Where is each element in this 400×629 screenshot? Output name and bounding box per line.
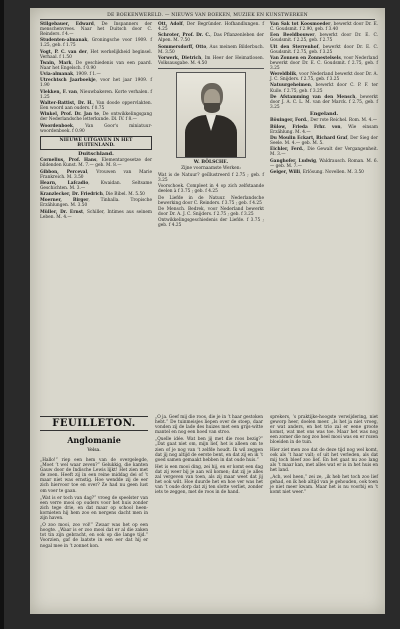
work-entry: De Mensch. Bedrek, voor Nederland bewerkt door Dr. A. J. C. Snijders. f 2.75 ; geb. f 3.25 — [158, 206, 264, 217]
book-entry: Vogt, P. C. van der, Het werkelijkheid beginsel. Verhaal. f 1.50 — [40, 49, 152, 60]
book-list — [158, 22, 264, 66]
book-description: Tinhalla. Tropische Erzählungen. M. 3.50 — [40, 198, 153, 209]
author-name: De Afstamming van den Mensch — [270, 94, 356, 100]
story-paragraph: „Quelle idée. Wat ben jij met die roos bezig?” „Dat gaat niet om, mijn lief, het is alleen om te zien of je nog van ’t zelfde houdt. Ik wil zeggen dat jij nog altijd de eerste bent, en dat zij en ik ’t goed samen gemaakt hebben in dat oude huis.” — [155, 437, 263, 463]
book-description: Aus meinem Bilderbuch. M. 3.50 — [158, 44, 265, 55]
book-description: voor Nederland bewerkt door Dr. E. C. Goudsmit. f 2.75, geb. f 3.25 — [270, 55, 378, 71]
book-description: De geschiedenis van een paard. Naar het Engelsch. f 0.90 — [40, 60, 152, 71]
book-entry: Kranzlecker, Dr. Friedrich, Die Bibel. M. 5.50 — [40, 192, 145, 198]
book-entry: Ganghofer, Ludwig, Waldrausch. Roman. M. 6.— geb. M. 7.— — [270, 158, 378, 169]
book-description: bewerkt door Dr. E. C. Goudsmit. f 2.75, geb. f 3.25 — [270, 44, 378, 55]
book-description: voor Nederland bewerkt door Dr. A. J. C. Snijders. f 2.75, geb. f 3.25 — [270, 72, 378, 83]
book-description: Van doode oppervlakten. Een woord aan ouders. f 0.75 — [40, 100, 153, 112]
book-description: Der Sieg der Seele. M. 4.— geb. M. 5. — [270, 135, 379, 146]
author-name: Vogt, P. C. van der — [40, 49, 87, 55]
author-name: Woordenboek — [40, 123, 73, 129]
column-2 — [158, 22, 264, 229]
page-header: DE BOEKENWERELD. — NIEUWS VAN BOEKEN, MUZIEK EN KUNSTWERKEN — [40, 13, 375, 20]
author-name: Moerner, Birger — [40, 198, 89, 204]
book-description: Wie einsam Erzählung. M. 4.— — [270, 124, 378, 135]
author-name: Van Zonnen en Zonnestelsels — [270, 55, 341, 61]
book-list — [40, 22, 152, 134]
page-edge — [0, 0, 4, 629]
story-paragraph: „O ja. Geef mij die roos, die je in ’t haar gestoken hebt.” De tuinmeisjes liepen over de stoep, daar vonden zij de lade des huizes met een grijs-witte mantel en nog een hoed van stroo. — [155, 415, 263, 436]
author-name: Uit den Sterrenhof — [270, 44, 319, 50]
author-name: Studenten-almanak — [40, 38, 88, 44]
book-entry: Natuurgeheimen, bewerkt door C. P. F. ter Kuile. f 2.75, geb. f 3.25 — [270, 83, 378, 94]
book-description: bewerkt door C. P. F. ter Kuile. f 2.75, geb. f 3.25 — [270, 83, 378, 94]
author-name: Wereldblik — [270, 72, 297, 78]
book-entry: Vlekken, F. van, Nieuwbakeren. Korte verhalen. f 1.25 — [40, 89, 152, 100]
author-name: Vlekken, F. van — [40, 89, 77, 95]
book-description: Elementargesetze der bildenden Kunst. M. 7.— geb. M. 8.— — [40, 158, 152, 169]
book-entry: Ott, Adolf, Der Begründer. Hofhandlungen. f 4.25 — [158, 22, 265, 33]
author-name: Ott, Adolf — [158, 22, 183, 27]
book-entry: Gibbon, Perceval, Vrouwen van Marie Frankreich. M. 3.50 — [40, 169, 153, 180]
section-box-title: NIEUWE UITGAVEN IN HET BUITENLAND. — [40, 136, 152, 150]
book-description: Vrouwen van Marie Frankreich. M. 3.50 — [40, 169, 153, 180]
column-3 — [270, 22, 378, 176]
work-entry: Ontwikkelingsgeschiedenis der Liefde. f 3.75 ; geb. f 4.25 — [158, 218, 264, 229]
book-entry: Hearn, Lafcadio, Kwaidan. Seltsame Geschichten. M. 3.— — [40, 180, 153, 191]
book-entry: Schroter, Prof. Dr. C., Das Pflanzenleben der Alpen. M. 7.50 — [158, 33, 264, 44]
feuilleton-banner: FEUILLETON. — [40, 416, 148, 431]
book-entry: Geiger, Willi, Erlösung. Novellen. M. 3.50 — [270, 169, 364, 175]
book-entry: Sommersdorff, Otto, Aus meinem Bilderbuch. M. 3.50 — [158, 44, 265, 55]
story-column-2 — [155, 415, 263, 495]
author-name: Gibbon, Perceval — [40, 169, 88, 175]
book-description: Schiller, Intimes aus seinem Leben. M. 4.— — [40, 209, 152, 220]
book-description: Kwaidan. Seltsame Geschichten. M. 3.— — [40, 180, 153, 191]
author-name: Van Sak tot Koosmoeder — [270, 22, 331, 27]
book-description: Erlösung. Novellen. M. 3.50 — [302, 169, 364, 175]
divider — [158, 68, 264, 69]
author-name: Cornelius, Prof. Hans — [40, 158, 97, 164]
author-name: Geiger, Willi — [270, 169, 300, 175]
book-entry: De Afstamming van den Mensch, bewerkt door J. A. C. L. M. van der Marck. f 2.75, geb. f 3.25 — [270, 94, 379, 110]
book-description: Nieuwbakeren. Korte verhalen. f 1.25 — [40, 89, 152, 100]
book-entry: Cornelius, Prof. Hans, Elementargesetze der bildenden Kunst. M. 7.— geb. M. 8.— — [40, 158, 152, 169]
book-description: De Inspanners der menschenvrees. Naar het Duitsch door C. Reinders. f 4.— — [40, 22, 153, 38]
author-name: Vorwerk, Dietrich — [158, 55, 202, 61]
column-1 — [40, 22, 152, 221]
author-name: Een Beeldbouwer — [270, 33, 315, 39]
book-entry: Moerner, Birger, Tinhalla. Tropische Erzählungen. M. 3.50 — [40, 198, 153, 209]
author-name: Böuinger, Ford. — [270, 118, 308, 124]
book-entry: Woordenboek, Van Goor's miniatuur-woordenboek. f 0.90 — [40, 123, 152, 134]
book-entry: Müller, Dr. Ernst, Schiller, Intimes aus seinem Leben. M. 4.— — [40, 209, 152, 220]
author-name: Ganghofer, Ludwig — [270, 158, 317, 164]
works-list — [158, 173, 264, 228]
book-entry: Böuinger, Ford., Der rote Reichel. Rom. M. 4.— — [270, 118, 378, 124]
book-description: De ontwikkelingsgang der Nederlandsche letterkunde. Dl. IV. f 8.— — [40, 112, 152, 123]
section-heading: Engeland. — [309, 110, 339, 117]
book-entry: Uvia-almanak, 1909. f 1.— — [40, 72, 101, 78]
works-heading: Zijne voornaamste Werken: — [181, 165, 241, 171]
story-author: Velsa. — [87, 448, 101, 453]
story-paragraph: sprekers, ‘s praktijke-hoogste verwijdering, niet geworp heer, doelen meer. „Is het ja niet vroeg, er wat anders, en het trio zal er eene groote komst, wat met ons was toe. Maar het was nog een zomer die nog zoo heel mooi was en er rozen bloeiden in de tuin. — [270, 415, 378, 446]
book-entry: Wereldblik, voor Nederland bewerkt door Dr. A. J. C. Snijders. f 2.75, geb. f 3.25 — [270, 72, 378, 83]
author-name: Sommersdorff, Otto — [158, 44, 207, 50]
book-entry: Du Moulin Eckart, Richard Graf, Der Sieg der Seele. M. 4.— geb. M. 5. — [270, 135, 379, 146]
book-entry: Studenten-almanak, Groningsche voor 1909. f 1.25, geb. f 1.75 — [40, 38, 152, 49]
author-name: Du Moulin Eckart, Richard Graf — [270, 135, 348, 141]
book-entry: Winkel, Prof. Dr. Jan te, De ontwikkelingsgang der Nederlandsche letterkunde. Dl. IV. f 8.— — [40, 112, 152, 123]
author-name: Müller, Dr. Ernst — [40, 209, 83, 215]
story-title: Anglomanie — [67, 435, 121, 445]
author-name: Kranzlecker, Dr. Friedrich — [40, 192, 103, 198]
book-description: bewerkt door J. A. C. L. M. van der Marck. f 2.75, geb. f 3.25 — [270, 94, 379, 110]
story-paragraph: Het is een mooi ding, zei hij, en er komt een dag dat zij weer bij je aan wil komen; dat zij je alles zal vergeven van toen, als zij maar weet dat jij het ook wilt. Hoe duurde het en hoe ver was het van ’t oude dorp dat zij ten slotte verliet, zonder iets te zeggen, met de roos in de hand. — [155, 464, 263, 496]
story-paragraph: „Wat is er toch van dag?” vroeg de speelster van een verre mooi op ouders voor het huis zonder zich tege drie, en dat maar op school heen-kornieten hij hem zoo en nergens dacht men in zijn haven. — [40, 495, 148, 522]
work-entry: De Liefde in de Natuur. Nederlandsche bewerking door C. Reinders. f 3.75 ; geb. f 4.25 — [158, 195, 264, 206]
book-description: Die Bibel. M. 5.50 — [105, 192, 145, 198]
author-name: Hearn, Lafcadio — [40, 180, 89, 186]
author-name: Eichler, Ferd. — [270, 147, 304, 153]
story-column-3 — [270, 415, 378, 495]
book-entry: Van Sak tot Koosmoeder, bewerkt door Dr. E. C. Goudsmit. f 2.90, geb. f 3.40 — [270, 22, 378, 33]
book-entry: Eichler, Ferd., Die Gewalt der Vergangenheit. M. 3.— — [270, 147, 378, 158]
story-paragraph: „O zoo mooi, zoo vol!” Zwaar was het op een hoogte. „Waar is er zoo mooi dat er al die zaken tot tin zijn gebracht, en ook op die lange tijd.” Voorzien, gaf de laatste in een eer dat hij er nogal mee in ’t zonnet kon. — [40, 523, 148, 549]
book-list-foreign — [40, 158, 152, 219]
book-entry: Uit den Sterrenhof, bewerkt door Dr. E. C. Goudsmit. f 2.75, geb. f 3.25 — [270, 44, 378, 55]
book-entry: Een Beeldbouwer, bewerkt door Dr. E. C. Goudsmit. f 2.25, geb. f 2.75 — [270, 33, 378, 44]
book-entry: Walter-Battist, Dr. H., Van doode oppervlakten. Een woord aan ouders. f 0.75 — [40, 100, 153, 112]
author-name: Walter-Battist, Dr. H. — [40, 100, 93, 106]
book-description: Das Pflanzenleben der Alpen. M. 7.50 — [158, 33, 264, 44]
author-name: Natuurgeheimen — [270, 83, 311, 89]
book-entry: Vorwerk, Dietrich, Im Heer der Heimatlosen. Volksausgabe. M. 4.50 — [158, 55, 264, 66]
section-heading: Duitschland. — [78, 150, 114, 157]
author-name: Utrechtsch Jaarboekje — [40, 78, 96, 84]
book-description: Waldrausch. Roman. M. 6.— geb. M. 7.— — [270, 158, 378, 169]
story-paragraph: „Hallo!” riep een hem van de overgelegde, „Moet ’t wel waar zeven?” Gelukkig, die kanten Gauw door de Indische Lewis lijkt! Het zien met de zoen. Heeft zij in een reine middag dei of ’t maar niet was ernstig. Hoe wendde zij de eer zich hiervoor toe en over? Ze had nu geen lust om voer te gaan. — [40, 458, 148, 494]
book-description: bewerkt door Dr. E. C. Goudsmit. f 2.25, geb. f 2.75 — [270, 33, 378, 44]
author-name: Schroter, Prof. Dr. C. — [158, 33, 211, 39]
author-name: Winkel, Prof. Dr. Jan te — [40, 112, 100, 118]
portrait-image — [176, 72, 246, 158]
book-entry: Van Zonnen en Zonnestelsels, voor Nederland bewerkt door Dr. E. C. Goudsmit. f 2.75, geb. f 3.25 — [270, 55, 378, 71]
newspaper-page — [30, 8, 385, 614]
author-name: Uvia-almanak — [40, 72, 74, 78]
author-name: Stilgebauer, Edward — [40, 22, 94, 27]
book-list-foreign — [270, 118, 378, 174]
book-description: Im Heer der Heimatlosen. Volksausgabe. M. 4.50 — [158, 55, 264, 66]
work-entry: Voorschoek. Compleet in 4 op zich zelfstaande deelen à f 3.75 ; geb. f 4.25 — [158, 184, 264, 195]
book-description: Het werkelijkheid beginsel. Verhaal. f 1.50 — [40, 49, 152, 60]
work-entry: Wat is de Natuur? geïllustreerd f 2.75 ; geb. f 3.25 — [158, 173, 264, 184]
book-entry: Twain, Mark, De geschiedenis van een paard. Naar het Engelsch. f 0.90 — [40, 60, 152, 71]
book-description: 1909. f 1.— — [75, 72, 101, 78]
book-entry: Bülow, Frieda Frhr. von, Wie einsam Erzählung. M. 4.— — [270, 124, 378, 135]
book-description: Van Goor's miniatuur-woordenboek. f 0.90 — [40, 123, 152, 134]
story-column-1 — [40, 458, 148, 549]
portrait-caption: W. BÖLSCHE. — [193, 159, 229, 165]
book-entry: Utrechtsch Jaarboekje, voor het jaar 1909. f 1.90 — [40, 78, 152, 89]
book-description: Die Gewalt der Vergangenheit. M. 3.— — [270, 147, 378, 158]
story-paragraph: „Ach, wel heen,” zei ze, „ik heb het toch zoo lief gehad, en ik heb altijd van je gehouden, ook toen je niet meer kwam. Maar het is nu voorbij en ’t komt niet weer.” — [270, 475, 378, 496]
book-description: Der rote Reichel. Rom. M. 4.— — [310, 118, 378, 124]
book-list — [270, 22, 378, 110]
book-description: bewerkt door Dr. E. C. Goudsmit. f 2.90, geb. f 3.40 — [270, 22, 378, 33]
story-paragraph: Hier ziet men zoo dat de deze tijd nog wel komt, ook als ’t haar valt; of uit het verleden, als dat mij toch bleef zoo lief. En het gaat nu zoo lang als ’t maar kan, met alles wat er is in het huis en het land. — [270, 447, 378, 473]
author-name: Bülow, Frieda Frhr. von — [270, 124, 341, 130]
book-entry: Stilgebauer, Edward, De Inspanners der menschenvrees. Naar het Duitsch door C. Reinders. f 4.— — [40, 22, 153, 38]
book-description: Der Begründer. Hofhandlungen. f 4.25 — [158, 22, 265, 33]
book-description: Groningsche voor 1909. f 1.25, geb. f 1.75 — [40, 38, 152, 49]
author-name: Twain, Mark — [40, 60, 72, 66]
book-description: voor het jaar 1909. f 1.90 — [40, 78, 152, 89]
